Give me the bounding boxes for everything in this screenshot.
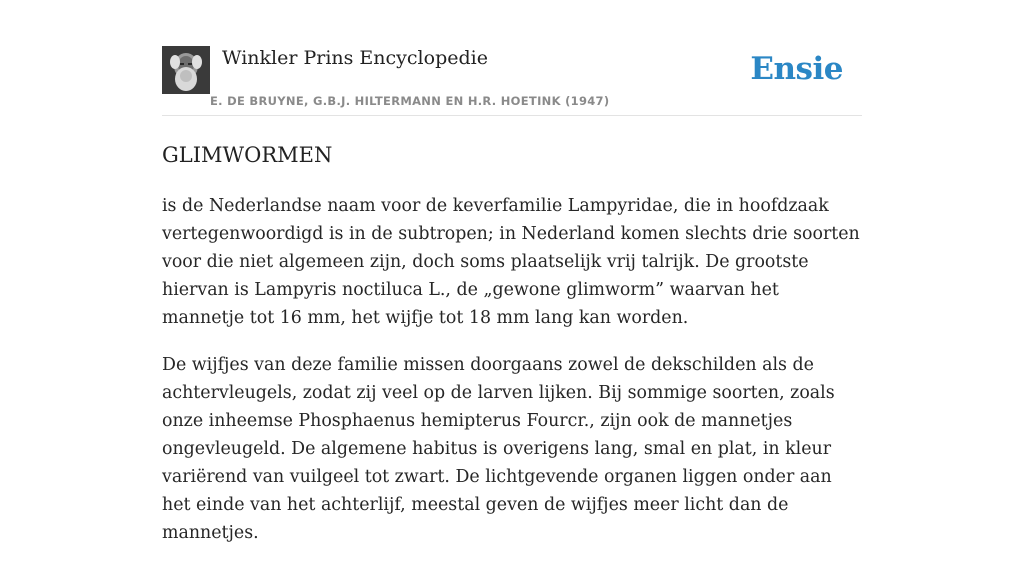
source-header (162, 0, 862, 116)
article-paragraph: is de Nederlandse naam voor de keverfamilie Lampyridae, die in hoofdzaak vertegenwoordigd is in de subtropen; in Nederland komen slechts drie soorten voor die niet algemeen zijn, doch soms plaatselijk vrij talrijk. De grootste hiervan is Lampyris noctiluca L., de „gewone glimworm” waarvan het mannetje tot 16 mm, het wijfje tot 18 mm lang kan worden. (162, 196, 860, 328)
ensie-logo[interactable]: Ensie (750, 51, 843, 87)
source-title[interactable]: Winkler Prins Encyclopedie (222, 47, 488, 69)
article-paragraph: De wijfjes van deze familie missen doorgaans zowel de dekschilden als de achtervleugels, zodat zij veel op de larven lijken. Bij sommige soorten, zoals onze inheemse Phosphaenus hemipterus Fourcr., zijn ook de mannetjes ongevleugeld. De algemene habitus is overigens lang, smal en plat, in kleur variërend van vuilgeel tot zwart. De lichtgevende organen liggen onder aan het einde van het achterlijf, meestal geven de wijfjes meer licht dan de mannetjes. (162, 355, 835, 543)
article-container (162, 0, 862, 543)
article-title: GLIMWORMEN (162, 143, 333, 167)
article-body (162, 192, 862, 566)
author-avatar[interactable] (162, 46, 210, 94)
source-authors: E. DE BRUYNE, G.B.J. HILTERMANN EN H.R. HOETINK (1947) (210, 94, 610, 108)
author-portrait-icon (162, 46, 210, 94)
